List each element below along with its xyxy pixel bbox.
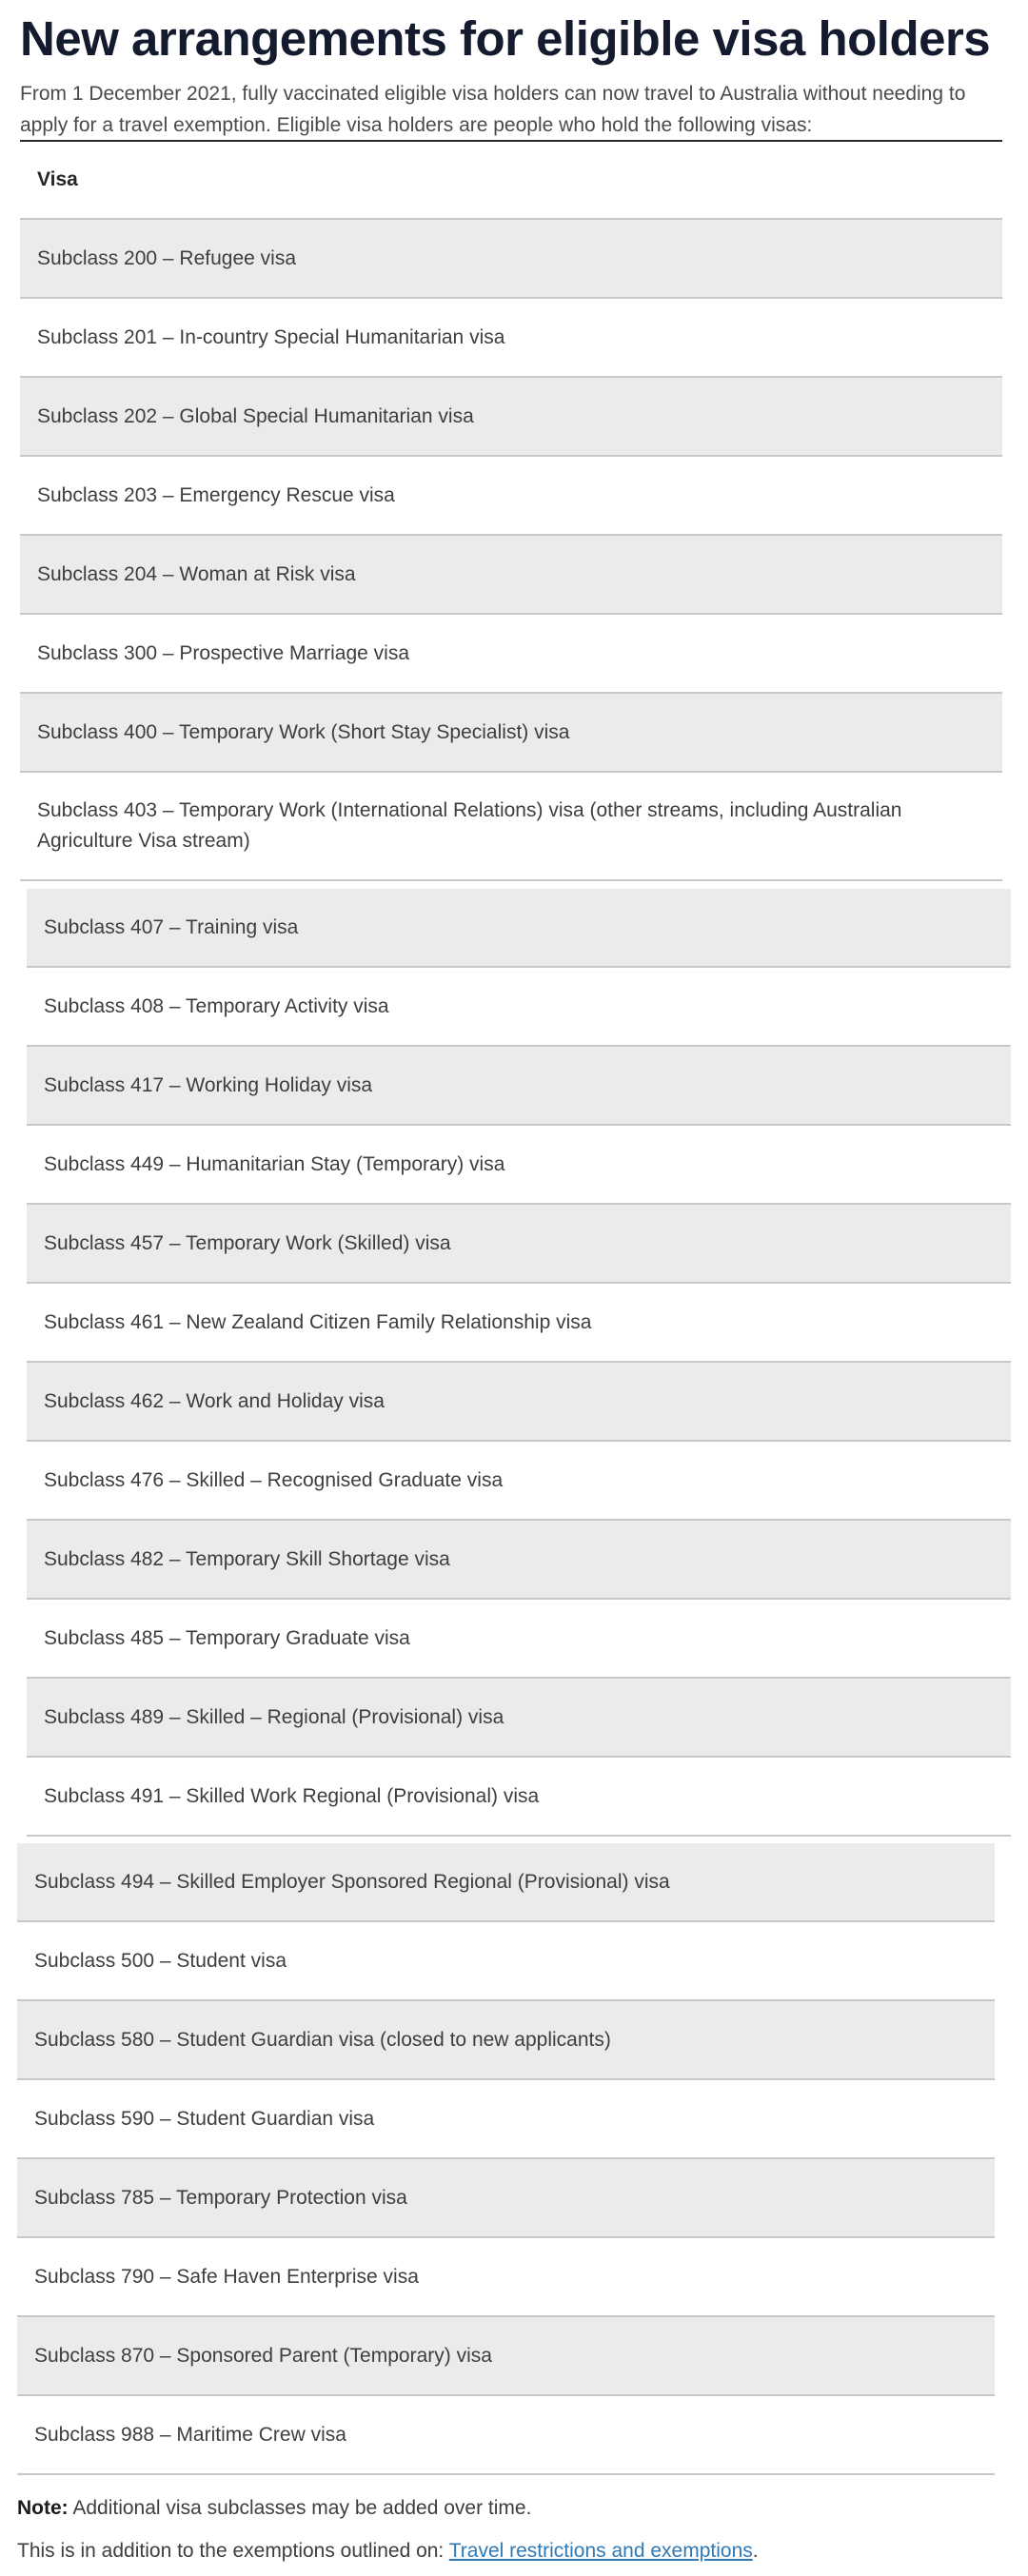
table-row: Subclass 407 – Training visa (27, 889, 1011, 968)
table-row: Subclass 462 – Work and Holiday visa (27, 1363, 1011, 1442)
table-row: Subclass 201 – In-country Special Humanitarian visa (20, 299, 1002, 378)
table-row: Subclass 202 – Global Special Humanitarian visa (20, 378, 1002, 457)
table-row: Subclass 500 – Student visa (17, 1922, 995, 2001)
intro-paragraph: From 1 December 2021, fully vaccinated eligible visa holders can now travel to Australia without needing to apply for a travel exemption. Eligible visa holders are people who hold the following visas: (20, 83, 966, 136)
table-row: Subclass 449 – Humanitarian Stay (Temporary) visa (27, 1126, 1011, 1205)
table-row: Subclass 785 – Temporary Protection visa (17, 2159, 995, 2238)
table-row: Subclass 870 – Sponsored Parent (Temporary) visa (17, 2317, 995, 2396)
table-row: Subclass 461 – New Zealand Citizen Family Relationship visa (27, 1284, 1011, 1363)
table-row: Subclass 400 – Temporary Work (Short Stay Specialist) visa (20, 694, 1002, 773)
table-row: Subclass 491 – Skilled Work Regional (Provisional) visa (27, 1758, 1011, 1837)
table-row: Subclass 580 – Student Guardian visa (closed to new applicants) (17, 2001, 995, 2080)
table-row: Subclass 988 – Maritime Crew visa (17, 2396, 995, 2475)
table-row: Subclass 408 – Temporary Activity visa (27, 968, 1011, 1047)
table-row: Subclass 590 – Student Guardian visa (17, 2080, 995, 2159)
table-row: Subclass 457 – Temporary Work (Skilled) visa (27, 1205, 1011, 1284)
travel-restrictions-link[interactable]: Travel restrictions and exemptions (448, 2540, 753, 2562)
exemptions-suffix: . (752, 2540, 759, 2562)
table-row: Subclass 403 – Temporary Work (International Relations) visa (other streams, including Australian Agriculture Visa stream) (20, 773, 1002, 881)
table-row: Subclass 417 – Working Holiday visa (27, 1047, 1011, 1126)
table-row: Subclass 200 – Refugee visa (20, 220, 1002, 299)
table-row: Subclass 204 – Woman at Risk visa (20, 536, 1002, 615)
table-header-visa: Visa (20, 142, 1002, 220)
visa-table (20, 142, 1002, 881)
table-row: Subclass 790 – Safe Haven Enterprise visa (17, 2238, 995, 2317)
note (17, 2493, 531, 2524)
exemptions-text: This is in addition to the exemptions outlined on: (17, 2540, 449, 2562)
exemptions-paragraph (17, 2536, 759, 2566)
visa-table-continued (27, 889, 1011, 1837)
table-row: Subclass 476 – Skilled – Recognised Graduate visa (27, 1442, 1011, 1521)
page-title: New arrangements for eligible visa holders (20, 11, 991, 66)
table-row: Subclass 300 – Prospective Marriage visa (20, 615, 1002, 694)
table-row: Subclass 203 – Emergency Rescue visa (20, 457, 1002, 536)
table-row: Subclass 485 – Temporary Graduate visa (27, 1600, 1011, 1679)
table-row: Subclass 494 – Skilled Employer Sponsored Regional (Provisional) visa (17, 1843, 995, 1922)
note-label: Note: (17, 2497, 69, 2519)
visa-table-continued (17, 1843, 995, 2475)
table-row: Subclass 482 – Temporary Skill Shortage visa (27, 1521, 1011, 1600)
note-text: Additional visa subclasses may be added over time. (68, 2497, 532, 2519)
table-row: Subclass 489 – Skilled – Regional (Provisional) visa (27, 1679, 1011, 1758)
